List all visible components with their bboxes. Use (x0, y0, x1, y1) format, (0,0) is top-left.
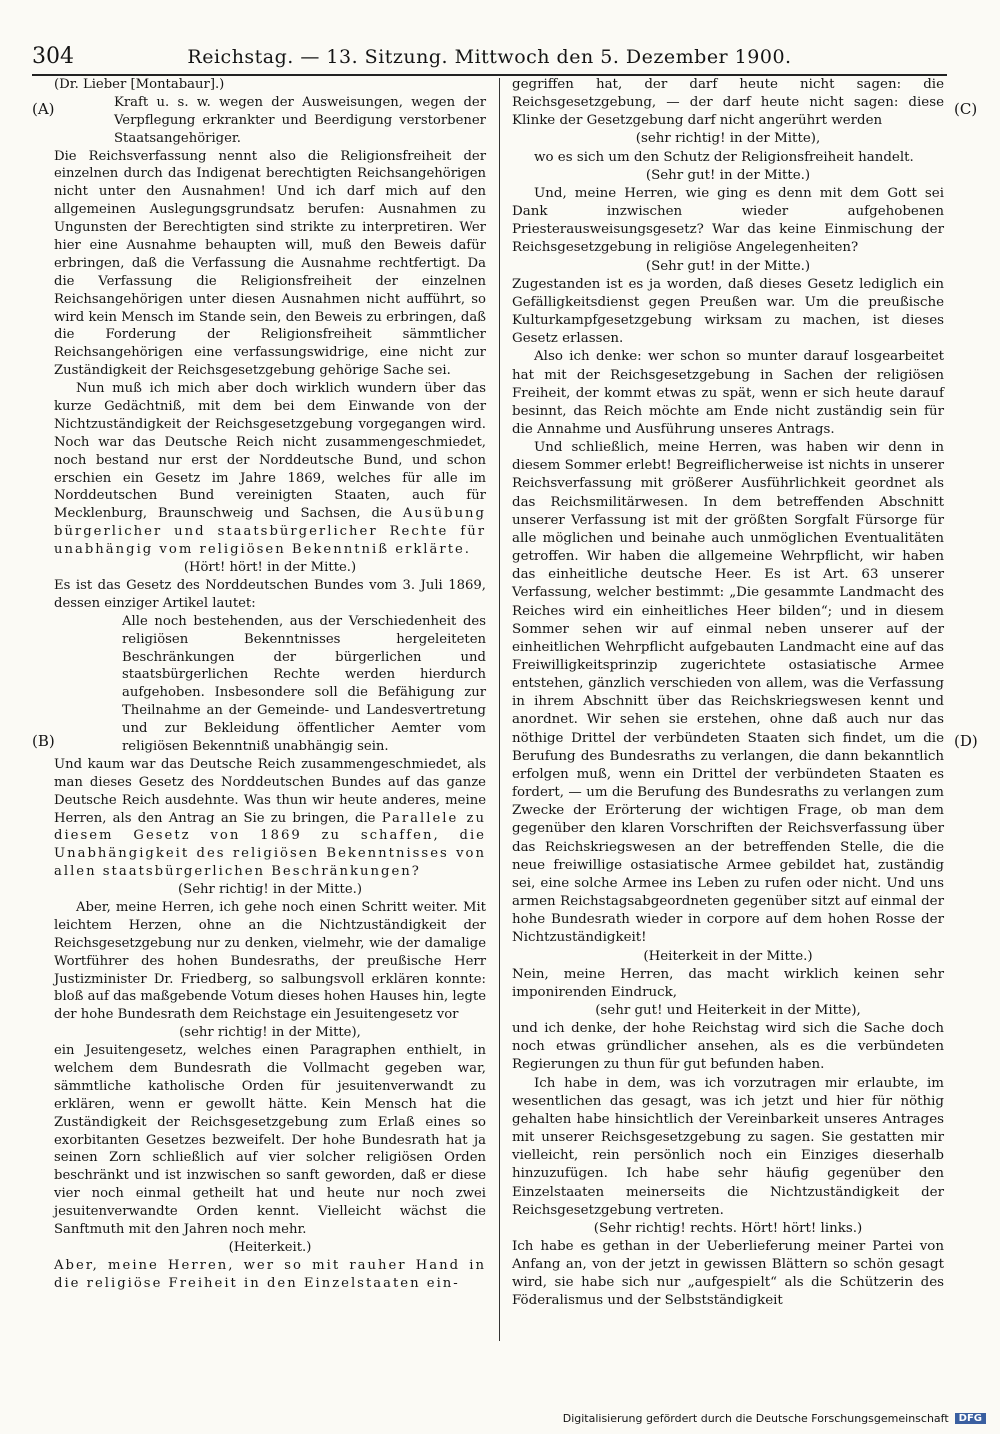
margin-marker-c: (C) (954, 100, 978, 118)
paragraph: Zugestanden ist es ja worden, daß dieses Gesetz lediglich ein Gefälligkeitsdienst gegen Preußen war. Um die preußische Kulturkampfgesetzgebung wirksam zu machen, ist dieses Gesetz erlassen. (512, 276, 944, 347)
margin-marker-a: (A) (32, 100, 55, 118)
paragraph: Die Reichsverfassung nennt also die Religionsfreiheit der einzelnen durch das Indigenat berechtigten Reichsangehörigen nicht unter den Ausnahmen! Und ich darf mich auf den allgemeinen Auslegungsgrundsatz berufen: Ausnahmen zu Ungunsten der Berechtigten sind strikte zu interpretiren. Wer hier eine Ausnahme behaupten will, muß den Beweis dafür erbringen, daß die Verfassung die Ausnahme rechtfertigt. Da die Verfassung die Religionsfreiheit der einzelnen Reichsangehörigen unter diesen Ausnahmen nicht aufführt, so wird kein Mensch im Stande sein, den Beweis zu erbringen, daß die Forderung der Religionsfreiheit sämmtlicher Reichsangehörigen eine verfassungswidrige, eine nicht zur Zuständigkeit der Reichsgesetzgebung gehörige Sache sei. (54, 148, 486, 379)
paragraph: Also ich denke: wer schon so munter darauf losgearbeitet hat mit der Reichsgesetzgebung in Sachen der religiösen Freiheit, der kommt etwas zu spät, wenn er sich heute darauf besinnt, das Reich möchte am Ende nicht zuständig sein für die Annahme und Ausführung unseres Antrags. (512, 349, 944, 437)
remark: (Sehr richtig! in der Mitte.) (178, 882, 362, 898)
paragraph: Nein, meine Herren, das macht wirklich keinen sehr imponirenden Eindruck, (512, 966, 944, 1000)
remark: (sehr richtig! in der Mitte), (635, 131, 821, 147)
paragraph: Ich habe in dem, was ich vorzutragen mir erlaubte, im wesentlichen das gesagt, was ich jetzt und hier für nöthig gehalten habe hinsichtlich der Vereinbarkeit unseres Antrages mit unserer Reichsgesetzgebung zu sagen. Sie gestatten mir vielleicht, rein persönlich noch ein Einziges dieserhalb hinzuzufügen. Ich habe sehr häufig gegenüber den Einzelstaaten meinerseits die Nichtzuständigkeit der Reichsgesetzgebung vertreten. (512, 1075, 944, 1218)
page-number: 304 (32, 44, 74, 69)
page-header (32, 44, 947, 72)
running-title: Reichstag. — 13. Sitzung. Mittwoch den 5. Dezember 1900. (187, 46, 792, 68)
credit-text: Digitalisierung gefördert durch die Deutsche Forschungsgemeinschaft (562, 1412, 949, 1425)
paragraph: Aber, meine Herren, ich gehe noch einen Schritt weiter. Mit leichtem Herzen, ohne an die Nichtzuständigkeit der Reichsgesetzgebung nur zu denken, vielmehr, wie der damalige Wortführer des hohen Bundesraths, der preußische Herr Justizminister Dr. Friedberg, so salbungsvoll erklären konnte: bloß auf das maßgebende Votum dieses hohen Hauses hin, legte der hohe Bundesrath dem Reichstage ein Jesuitengesetz vor (54, 899, 486, 1023)
remark: (Sehr gut! in der Mitte.) (645, 167, 811, 183)
paragraph (54, 380, 486, 559)
emphasis-text: Parallele zu diesem Gesetz von 1869 zu schaffen, die Unabhängigkeit des religiösen Bekenntnisses von allen staatsbürgerlichen Beschränkungen? (54, 810, 486, 880)
paragraph: Kraft u. s. w. wegen der Ausweisungen, wegen der Verpflegung erkrankter und Beerdigung verstorbener Staatsangehöriger. (114, 94, 486, 146)
paragraph (54, 756, 486, 881)
left-column (54, 76, 486, 1342)
remark: (Heiterkeit.) (228, 1239, 312, 1255)
right-column (512, 76, 944, 1342)
paragraph: gegriffen hat, der darf heute nicht sagen: die Reichsgesetzgebung, — der darf heute nicht sagen: diese Klinke der Gesetzgebung darf nicht angerührt werden (512, 77, 944, 129)
remark: (Sehr richtig! rechts. Hört! hört! links.) (593, 1220, 863, 1236)
remark: (sehr richtig! in der Mitte), (179, 1025, 361, 1041)
remark: (Heiterkeit in der Mitte.) (643, 948, 813, 964)
paragraph: und ich denke, der hohe Reichstag wird sich die Sache doch noch etwas gründlicher ansehen, als es die verbündeten Regierungen zu thun für gut befunden haben. (512, 1021, 944, 1073)
paragraph: Aber, meine Herren, wer so mit rauher Hand in die religiöse Freiheit in den Einzelstaaten ein- (54, 1257, 486, 1291)
remark: (Sehr gut! in der Mitte.) (645, 258, 811, 274)
paragraph-text: Und kaum war das Deutsche Reich zusammengeschmiedet, als man dieses Gesetz des Norddeutschen Bundes auf das ganze Deutsche Reich ausdehnte. Was thun wir heute anderes, meine Herren, als den Antrag an Sie zu bringen, die (54, 756, 486, 826)
digitization-credit (563, 1412, 986, 1425)
remark: (Hört! hört! in der Mitte.) (183, 560, 357, 576)
paragraph: Es ist das Gesetz des Norddeutschen Bundes vom 3. Juli 1869, dessen einziger Artikel lautet: (54, 577, 486, 611)
paragraph: Ich habe es gethan in der Ueberlieferung meiner Partei von Anfang an, von der jetzt in gewissen Blättern so schön gesagt wird, sie habe sich nur „aufgespielt“ als die Schützerin des Föderalismus und der Selbstständigkeit (512, 1239, 944, 1309)
paragraph: wo es sich um den Schutz der Religionsfreiheit handelt. (534, 149, 914, 165)
paragraph: Und schließlich, meine Herren, was haben wir denn in diesem Sommer erlebt! Begreiflicherweise ist nichts in unserer Reichsverfassung mit größerer Ausführlichkeit geordnet als das Reichsmilitärwesen. In dem betreffenden Abschnitt unserer Verfassung ist mit der größten Sorgfalt Fürsorge für alle möglichen und beinahe auch unmöglichen Eventualitäten getroffen. Wir haben die allgemeine Wehrpflicht, wir haben das einheitliche deutsche Heer. Es ist Art. 63 unserer Verfassung, welcher bestimmt: „Die gesammte Landmacht des Reiches wird ein einheitliches Heer bilden“; und in diesem Sommer sehen wir auf einmal neben unserer auf der einheitlichen Wehrpflicht aufgebauten Landmacht eine auf das Freiwilligkeitsprinzip zugerichtete ostasiatische Armee entstehen, gänzlich verschieden von allem, was die Verfassung in ihrem Abschnitt über das Reichskriegswesen kennt und anordnet. Wir sehen sie erstehen, ohne daß auch nur das nöthige Drittel der verbündeten Staaten sich findet, um die Berufung des Bundesraths zu verlangen, die dann bekanntlich erfolgen muß, wenn ein Drittel der verbündeten Staaten es fordert, — um die Berufung des Bundesraths zu verlangen zum Zwecke der Erörterung der wichtigen Frage, ob man dem gegenüber den klaren Vorschriften der Reichsverfassung über das Reichskriegswesen an der betreffenden Stelle, die die neue freiwillige ostasiatische Armee gebildet hat, zuständig sei, eine solche Armee ins Leben zu rufen oder nicht. Und uns armen Reichstagsabgeordneten gegenüber sitzt auf einmal der hohe Bundesrath wieder in corpore auf dem hohen Rosse der Nichtzuständigkeit! (512, 440, 944, 946)
paragraph: ein Jesuitengesetz, welches einen Paragraphen enthielt, in welchem dem Bundesrath die Vollmacht gegeben war, sämmtliche katholische Orden für jesuitenverwandt zu erklären, wenn er gewollt hätte. Kein Mensch hat die Zuständigkeit der Reichsgesetzgebung zum Erlaß eines so exorbitanten Gesetzes bezweifelt. Der hohe Bundesrath hat ja seinen Zorn schließlich auf vier solcher religiösen Orden beschränkt und ist inzwischen so sanft geworden, daß er diese vier noch einmal getheilt hat und heute nur noch zwei jesuitenverwandte Orden kennt. Vielleicht wächst die Sanftmuth mit den Jahren noch mehr. (54, 1043, 486, 1237)
margin-marker-b: (B) (32, 732, 55, 750)
margin-marker-d: (D) (954, 732, 978, 750)
dfg-logo: DFG (955, 1413, 986, 1424)
emphasis-text: Ausübung bürgerlicher und staatsbürgerlicher Rechte für unabhängig vom religiösen Bekenntniß erklärte. (54, 506, 486, 558)
quoted-article: Alle noch bestehenden, aus der Verschiedenheit des religiösen Bekenntnisses hergeleiteten Beschränkungen der bürgerlichen und staatsbürgerlichen Rechte werden hierdurch aufgehoben. Insbesondere soll die Befähigung zur Theilnahme an der Gemeinde- und Landesvertretung und zur Bekleidung öffentlicher Aemter vom religiösen Bekenntniß unabhängig sein. (122, 613, 486, 754)
speaker-note: (Dr. Lieber [Montabaur].) (54, 77, 225, 92)
column-divider (499, 78, 500, 1341)
paragraph-text: Nun muß ich mich aber doch wirklich wundern über das kurze Gedächtniß, mit dem bei dem Einwande von der Nichtzuständigkeit der Reichsgesetzgebung vorgegangen wird. Noch war das Deutsche Reich nicht zusammengeschmiedet, noch bestand nur erst der Norddeutsche Bund, und schon erschien ein Gesetz im Jahre 1869, welches für alle im Norddeutschen Bund vereinigten Staaten, auch für Mecklenburg, Braunschweig und Sachsen, die (54, 381, 486, 522)
remark: (sehr gut! und Heiterkeit in der Mitte), (595, 1002, 861, 1018)
paragraph: Und, meine Herren, wie ging es denn mit dem Gott sei Dank inzwischen wieder aufgehobenen Priesterausweisungsgesetz? War das keine Einmischung der Reichsgesetzgebung in religiöse Angelegenheiten? (512, 185, 944, 256)
